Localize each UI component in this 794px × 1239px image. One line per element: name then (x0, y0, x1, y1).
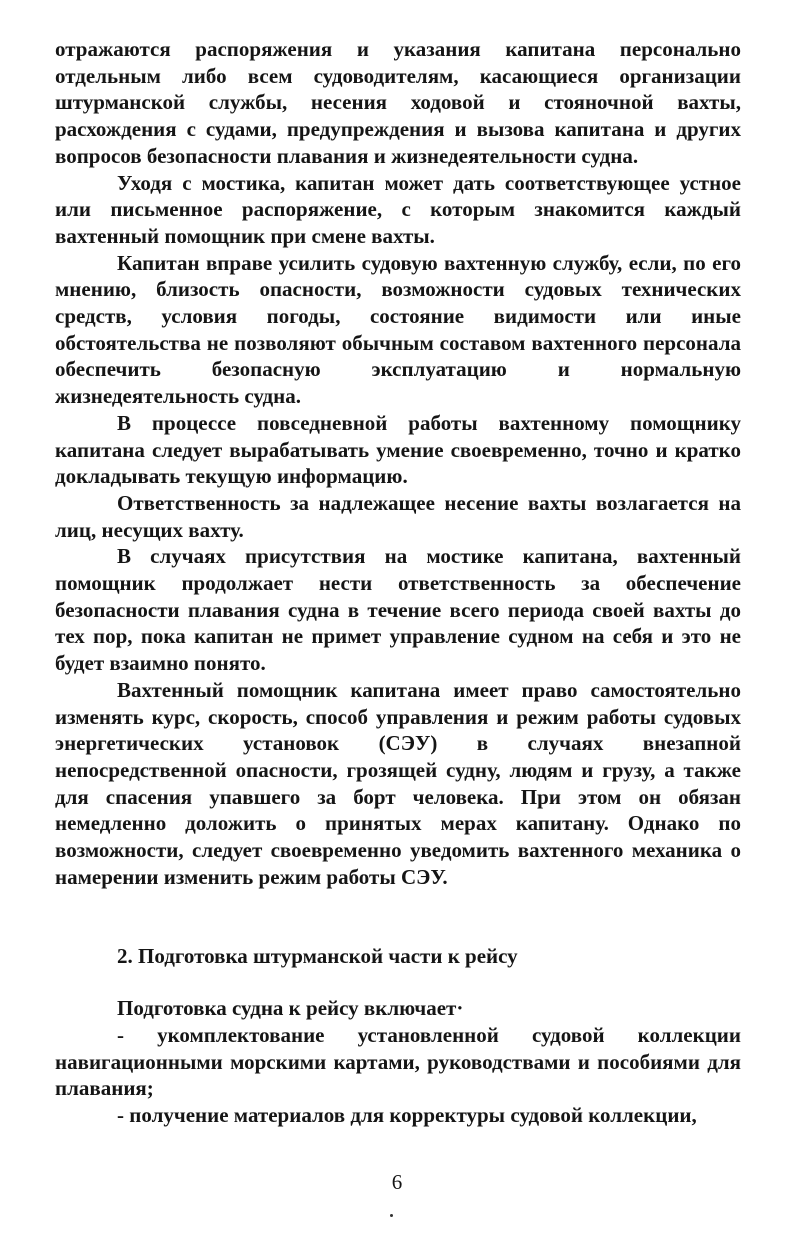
paragraph-2: Уходя с мостика, капитан может дать соответствующее устное или письменное распоряжение, с которым знакомится каждый вахтенный помощник при смене вахты. (55, 170, 741, 248)
paragraph-1: отражаются распоряжения и указания капитана персонально отдельным либо всем судоводителям, касающиеся организации штурманской службы, несения ходовой и стояночной вахты, расхождения с судами, предупреждения и вызова капитана и других вопросов безопасности плавания и жизнедеятельности судна. (55, 37, 741, 168)
list-item-corrections: - получение материалов для корректуры судовой коллекции, (117, 1103, 697, 1128)
paragraph-4: В процессе повседневной работы вахтенному помощнику капитана следует вырабатывать умение своевременно, точно и кратко докладывать текущую информацию. (55, 410, 741, 489)
section-heading: 2. Подготовка штурманской части к рейсу (117, 943, 518, 968)
paragraph-7: Вахтенный помощник капитана имеет право самостоятельно изменять курс, скорость, способ управления и режим работы судовых энергетических установок (СЭУ) в случаях внезапной непосредственной опасности, грозящей судну, людям и грузу, а также для спасения упавшего за борт человека. При этом он обязан немедленно доложить о принятых мерах капитану. Однако по возможности, следует своевременно уведомить вахтенного механика о намерении изменить режим работы СЭУ. (55, 677, 741, 889)
page-number: 6 (391, 1170, 403, 1194)
scan-speck (390, 1214, 393, 1217)
paragraph-6: В случаях присутствия на мостике капитана, вахтенный помощник продолжает нести ответственность за обеспечение безопасности плавания судна в течение всего периода своей вахты до тех пор, пока капитан не примет управление судном на себя и это не будет взаимно понято. (55, 544, 741, 676)
page-body (55, 36, 741, 1129)
paragraph-5: Ответственность за надлежащее несение вахты возлагается на лиц, несущих вахту. (55, 490, 741, 542)
list-item-charts: - укомплектование установленной судовой коллекции навигационными морскими картами, руководствами и пособиями для плавания; (55, 1022, 741, 1101)
paragraph-3: Капитан вправе усилить судовую вахтенную службу, если, по его мнению, близость опасности, возможности судовых технических средств, условия погоды, состояние видимости или иные обстоятельства не позволяют обычным составом вахтенного персонала обеспечить безопасную эксплуатацию и нормальную жизнедеятельность судна. (55, 250, 741, 409)
section-intro: Подготовка судна к рейсу включает· (117, 996, 464, 1021)
